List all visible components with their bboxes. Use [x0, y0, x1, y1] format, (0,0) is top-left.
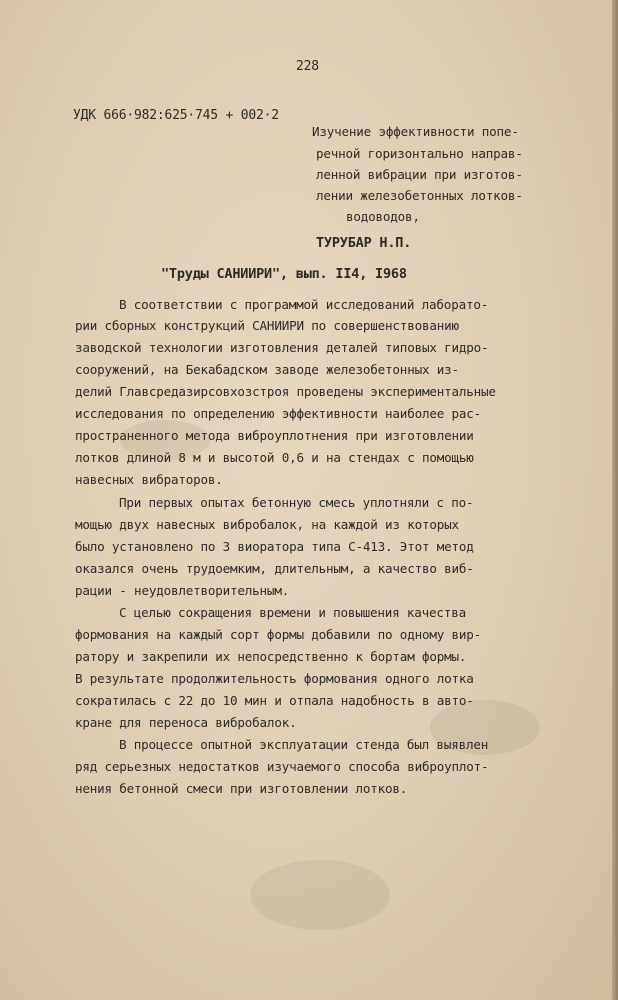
paragraph-2-line: было установлено по 3 виоратора типа С-413. Этот метод: [75, 539, 474, 554]
paragraph-1-line: делий Главсредазирсовхозстроя проведены экспериментальные: [75, 384, 496, 399]
article-title-line: ленной вибрации при изготов-: [316, 167, 523, 182]
paragraph-3-line: С целью сокращения времени и повышения качества: [119, 605, 466, 620]
paper-stain: [250, 860, 390, 930]
paragraph-3-line: формования на каждый сорт формы добавили по одному вир-: [75, 627, 482, 642]
paragraph-3-line: сократилась с 22 до 10 мин и отпала надобность в авто-: [75, 693, 474, 708]
article-title-line: лении железобетонных лотков-: [316, 188, 523, 203]
source-reference: "Труды САНИИРИ", вып. II4, I968: [161, 266, 407, 282]
paragraph-4-line: ряд серьезных недостатков изучаемого способа виброуплот-: [75, 759, 489, 774]
paragraph-2-line: мощью двух навесных вибробалок, на каждой из которых: [75, 517, 459, 532]
author-name: ТУРУБАР Н.П.: [316, 235, 412, 251]
udk-code: УДК 666·982:625·745 + 002·2: [73, 108, 279, 123]
paragraph-3-line: кране для переноса вибробалок.: [75, 715, 297, 730]
article-title-line: Изучение эффективности попе-: [312, 124, 519, 139]
paragraph-1-line: рии сборных конструкций САНИИРИ по совершенствованию: [75, 318, 459, 333]
paragraph-2-line: При первых опытах бетонную смесь уплотняли с по-: [119, 495, 474, 510]
article-title-line: водоводов,: [346, 209, 420, 224]
page-edge-shadow: [612, 0, 618, 1000]
paragraph-1-line: исследования по определению эффективности наиболее рас-: [75, 406, 482, 421]
paragraph-4-line: нения бетонной смеси при изготовлении лотков.: [75, 781, 408, 796]
paragraph-3-line: ратору и закрепили их непосредственно к бортам формы.: [75, 649, 467, 664]
paragraph-1-line: лотков длиной 8 м и высотой 0,6 и на стендах с помощью: [75, 450, 474, 465]
paragraph-1-line: пространенного метода виброуплотнения при изготовлении: [75, 428, 474, 443]
paragraph-1-line: навесных вибраторов.: [75, 472, 223, 487]
paragraph-1-line: заводской технологии изготовления деталей типовых гидро-: [75, 340, 489, 355]
paragraph-2-line: рации - неудовлетворительным.: [75, 583, 290, 598]
paragraph-1-line: В соответствии с программой исследований лаборато-: [119, 297, 489, 312]
article-title-line: речной горизонтально направ-: [316, 146, 523, 161]
paragraph-1-line: сооружений, на Бекабадском заводе железобетонных из-: [75, 362, 459, 377]
paragraph-3-line: В результате продолжительность формования одного лотка: [75, 671, 474, 686]
page-number: 228: [296, 59, 319, 74]
paragraph-2-line: оказался очень трудоемким, длительным, а качество виб-: [75, 561, 474, 576]
paragraph-4-line: В процессе опытной эксплуатации стенда был выявлен: [119, 737, 489, 752]
